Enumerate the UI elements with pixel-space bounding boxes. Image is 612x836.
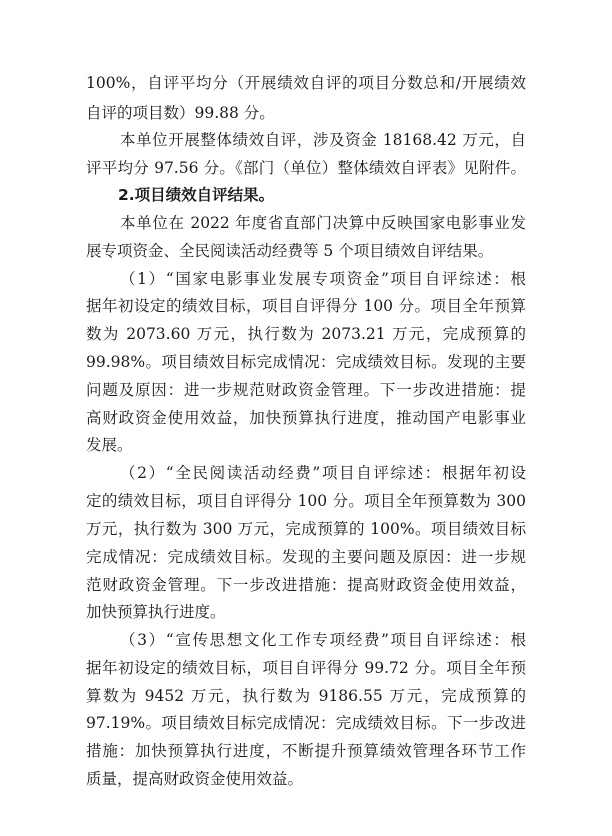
body-text-line: 评平均分 97.56 分。《部门（单位）整体绩效自评表》见附件。 [86,159,526,177]
body-text-line: （1）“国家电影事业发展专项资金”项目自评综述：根 [120,270,526,288]
body-text-line: 据年初设定的绩效目标，项目自评得分 100 分。项目全年预算 [86,297,526,315]
body-text-line: 万元，执行数为 300 万元，完成预算的 100%。项目绩效目标 [86,520,526,538]
body-text-line: 本单位在 2022 年度省直部门决算中反映国家电影事业发 [120,214,526,232]
body-text-line: 自评的项目数）99.88 分。 [86,104,275,122]
body-text-line: 算数为 9452 万元，执行数为 9186.55 万元，完成预算的 [86,687,526,705]
body-text-line: 本单位开展整体绩效自评，涉及资金 18168.42 万元，自 [120,131,526,149]
body-text-line: 措施：加快预算执行进度，不断提升预算绩效管理各环节工作 [86,742,526,760]
body-text-line: 数为 2073.60 万元，执行数为 2073.21 万元，完成预算的 [86,325,526,343]
body-text-line: 定的绩效目标，项目自评得分 100 分。项目全年预算数为 300 [86,492,526,510]
section-heading: 2.项目绩效自评结果。 [118,186,275,204]
body-text-line: 据年初设定的绩效目标，项目自评得分 99.72 分。项目全年预 [86,659,526,677]
body-text-line: 高财政资金使用效益，加快预算执行进度，推动国产电影事业 [86,409,526,427]
body-text-line: （2）“全民阅读活动经费”项目自评综述：根据年初设 [120,464,526,482]
body-text-line: 问题及原因：进一步规范财政资金管理。下一步改进措施：提 [86,381,526,399]
body-text-line: 100%，自评平均分（开展绩效自评的项目分数总和/开展绩效 [86,74,526,92]
body-text-line: 发展。 [86,436,133,454]
body-text-line: 加快预算执行进度。 [86,603,226,621]
body-text-line: 质量，提高财政资金使用效益。 [86,770,304,788]
body-text-line: 99.98%。项目绩效目标完成情况：完成绩效目标。发现的主要 [86,353,526,371]
body-text-line: 范财政资金管理。下一步改进措施：提高财政资金使用效益， [86,576,526,594]
body-text-line: 完成情况：完成绩效目标。发现的主要问题及原因：进一步规 [86,548,526,566]
body-text-line: （3）“宣传思想文化工作专项经费”项目自评综述：根 [120,631,526,649]
body-text-line: 展专项资金、全民阅读活动经费等 5 个项目绩效自评结果。 [86,242,494,260]
body-text-line: 97.19%。项目绩效目标完成情况：完成绩效目标。下一步改进 [86,714,526,732]
